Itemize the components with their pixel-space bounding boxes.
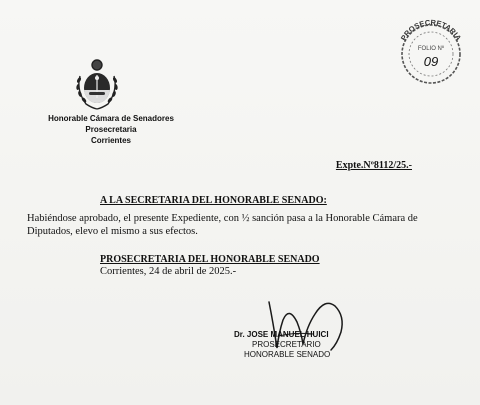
signatory-name: Dr. JOSE MANUEL HUICI xyxy=(234,330,329,339)
body-paragraph: Habiéndose aprobado, el presente Expediente, con ½ sanción pasa a la Honorable Cámara de Diputados, elevo el mismo a sus efectos. xyxy=(27,213,418,237)
institution-city: Corrientes xyxy=(90,136,131,145)
stamp-arc-text: PROSECRETARIA xyxy=(398,17,464,43)
coat-of-arms-icon xyxy=(72,56,122,112)
office-name: PROSECRETARIA DEL HONORABLE SENADO xyxy=(100,254,320,265)
expediente-number: Expte.Nº8112/25.- xyxy=(335,160,412,171)
date-line: Corrientes, 24 de abril de 2025.- xyxy=(100,266,237,277)
folio-stamp xyxy=(392,16,470,86)
addressee-heading: A LA SECRETARIA DEL HONORABLE SENADO: xyxy=(100,195,327,206)
institution-name: Honorable Cámara de Senadores xyxy=(48,114,174,123)
institution-header xyxy=(26,113,196,146)
signatory-org: HONORABLE SENADO xyxy=(244,350,331,359)
stamp-folio-label: FOLIO Nº xyxy=(417,46,445,52)
signatory-role: PROSECRETARIO xyxy=(252,340,321,349)
svg-text:PROSECRETARIA xyxy=(399,18,464,43)
stamp-folio-number: 09 xyxy=(423,54,439,69)
signature-block xyxy=(234,330,358,360)
institution-office: Prosecretaria xyxy=(85,125,137,134)
